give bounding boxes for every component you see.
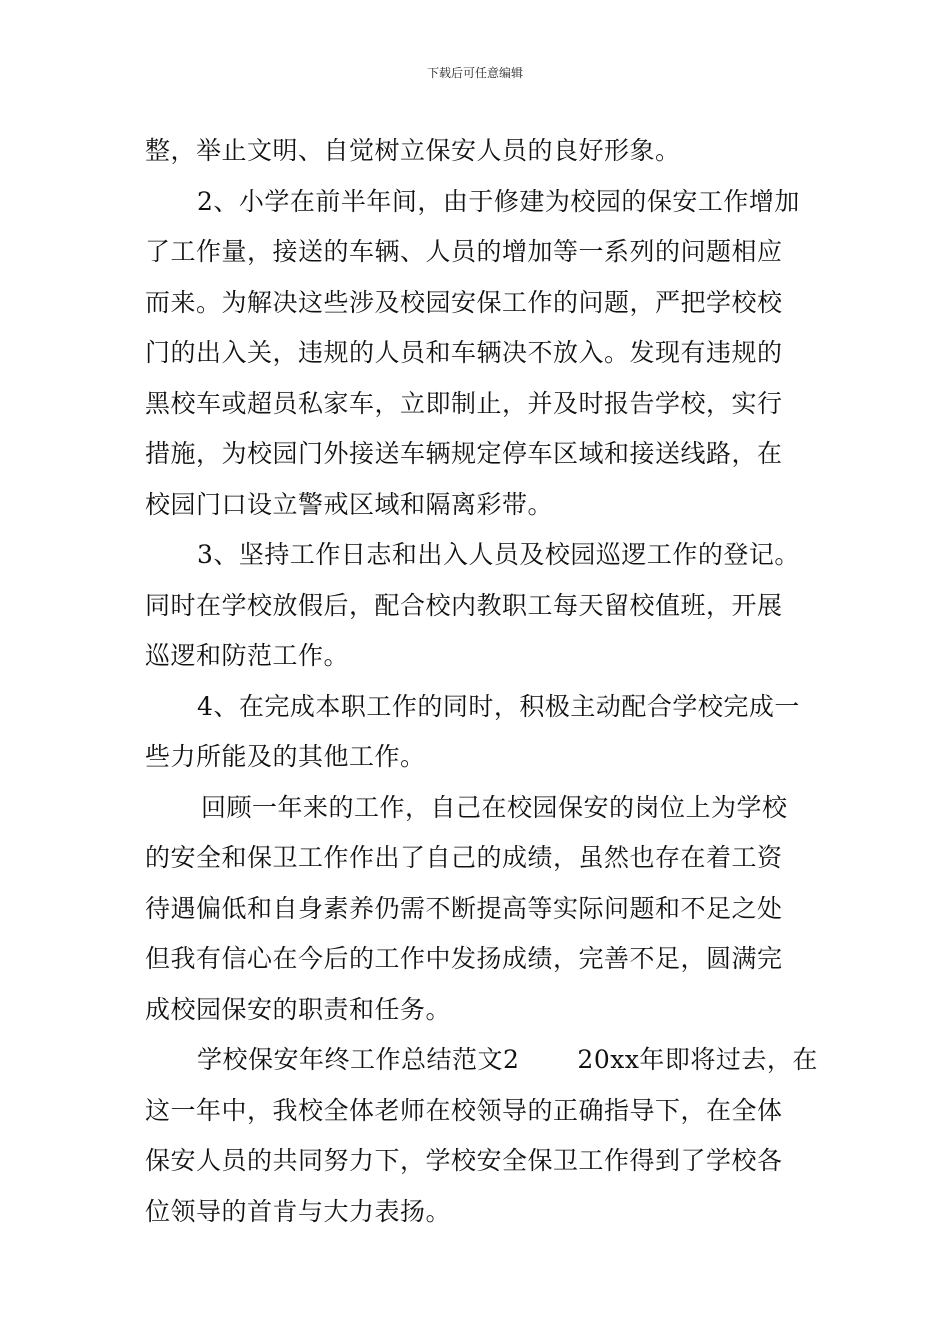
paragraph-text: 20xx年即将过去，在 xyxy=(577,1045,818,1074)
paragraph-line: 巡逻和防范工作。 xyxy=(145,641,350,670)
paragraph-line: 3、坚持工作日志和出入人员及校园巡逻工作的登记。 xyxy=(197,540,800,569)
page-header: 下载后可任意编辑 xyxy=(426,66,523,80)
paragraph-line: 措施，为校园门外接送车辆规定停车区域和接送线路，在 xyxy=(145,439,783,468)
paragraph-line: 成校园保安的职责和任务。 xyxy=(145,994,452,1024)
paragraph-line: 黑校车或超员私家车，立即制止，并及时报告学校，实行 xyxy=(145,388,783,418)
paragraph-line: 的安全和保卫工作作出了自己的成绩，虽然也存在着工资 xyxy=(145,843,783,872)
paragraph-line: 门的出入关，违规的人员和车辆决不放入。发现有违规的 xyxy=(145,338,783,367)
paragraph-line: 这一年中，我校全体老师在校领导的正确指导下，在全体 xyxy=(145,1095,783,1125)
paragraph-line: 同时在学校放假后，配合校内教职工每天留校值班，开展 xyxy=(145,590,783,620)
paragraph-line: 而来。为解决这些涉及校园安保工作的问题，严把学校校 xyxy=(145,287,783,317)
paragraph-line: 待遇偏低和自身素养仍需不断提高等实际问题和不足之处 xyxy=(145,893,783,923)
paragraph-line: 回顾一年来的工作，自己在校园保安的岗位上为学校 xyxy=(201,792,788,822)
paragraph-line: 4、在完成本职工作的同时，积极主动配合学校完成一 xyxy=(197,691,800,721)
paragraph-line: 2、小学在前半年间，由于修建为校园的保安工作增加 xyxy=(197,186,800,216)
section-title: 学校保安年终工作总结范文2 xyxy=(197,1045,520,1074)
paragraph-line xyxy=(145,1035,818,1086)
paragraph-line: 整，举止文明、自觉树立保安人员的良好形象。 xyxy=(145,136,681,165)
document-body xyxy=(145,126,818,1237)
paragraph-line: 位领导的首肯与大力表扬。 xyxy=(145,1196,452,1226)
paragraph-line: 了工作量，接送的车辆、人员的增加等一系列的问题相应 xyxy=(145,237,783,266)
paragraph-line: 些力所能及的其他工作。 xyxy=(145,742,426,771)
paragraph-line: 校园门口设立警戒区域和隔离彩带。 xyxy=(145,489,554,519)
paragraph-line: 但我有信心在今后的工作中发扬成绩，完善不足，圆满完 xyxy=(145,944,783,973)
paragraph-line: 保安人员的共同努力下，学校安全保卫工作得到了学校各 xyxy=(145,1146,783,1175)
